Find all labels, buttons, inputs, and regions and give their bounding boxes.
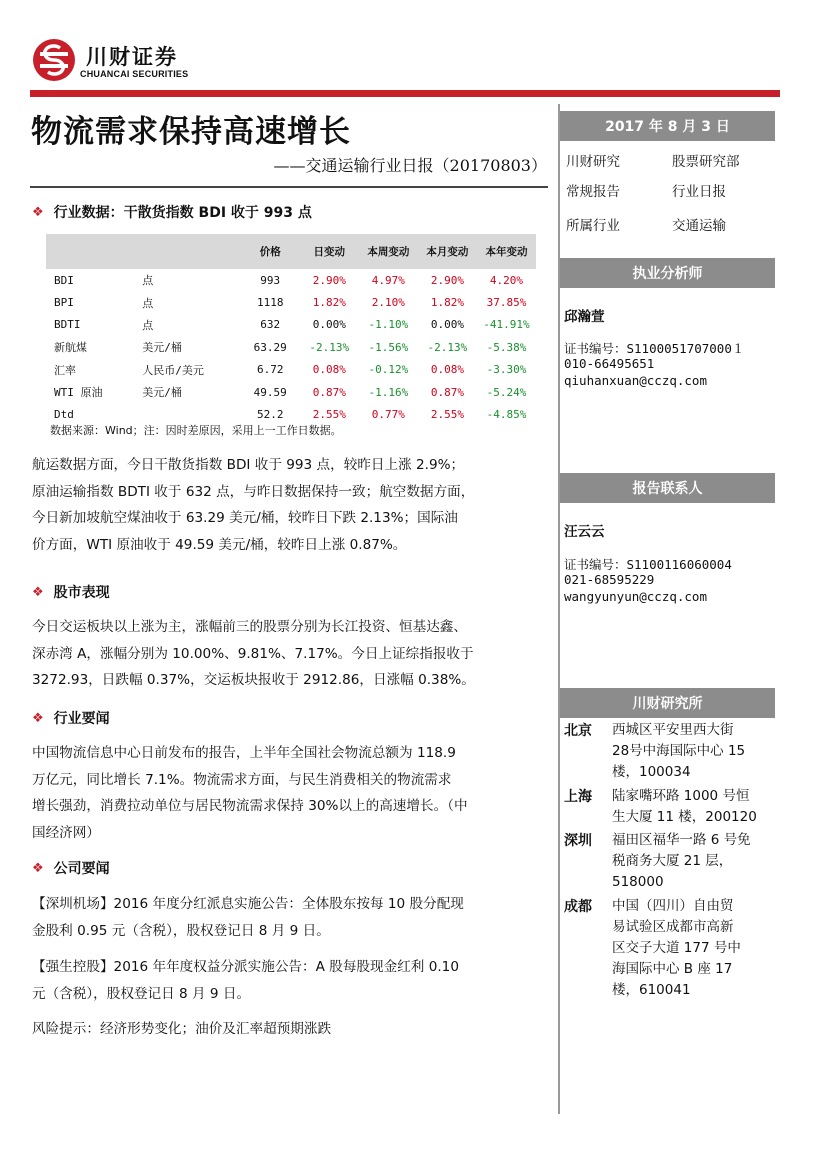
contact-section-title: 报告联系人 (560, 473, 775, 503)
table-cell-week: -1.10% (368, 318, 409, 332)
table-cell-year: -4.85% (486, 408, 527, 422)
info-label: 川财研究 (566, 154, 620, 170)
address-line: 区交子大道 177 号中 (612, 940, 741, 956)
section-company-news (32, 858, 110, 878)
section-title: 行业数据：干散货指数 BDI 收于 993 点 (53, 205, 312, 221)
contact-phone: 021-68595229 (564, 572, 655, 587)
address-line: 中国（四川）自由贸 (612, 898, 734, 914)
table-cell-unit: 点 (142, 274, 154, 288)
table-source-note: 数据来源：Wind；注：因时差原因，采用上一工作日数据。 (50, 424, 342, 437)
table-cell-name: 汇率 (54, 363, 76, 377)
table-cell-week: 2.10% (371, 296, 405, 310)
table-cell-year: -5.24% (486, 385, 527, 399)
contact-email: wangyunyun@cczq.com (564, 589, 707, 604)
address-line: 海国际中心 B 座 17 (612, 961, 733, 977)
text-line: 【深圳机场】2016 年度分红派息实施公告：全体股东按每 10 股分配现 (32, 896, 464, 912)
analyst-cert: 证书编号：S1100051707000１ (564, 341, 745, 356)
table-cell-day: 0.87% (312, 385, 346, 399)
office-city: 深圳 (564, 833, 592, 849)
brand-name-cn: 川财证券 (86, 45, 178, 69)
table-header-row (46, 234, 536, 269)
table-row (46, 269, 536, 291)
text-line: 金股利 0.95 元（含税），股权登记日 8 月 9 日。 (32, 922, 330, 939)
table-cell-price: 632 (260, 318, 281, 332)
paragraph-stock (32, 614, 544, 694)
table-cell-year: 4.20% (489, 273, 524, 287)
table-cell-unit: 点 (142, 318, 154, 332)
table-header-cell: 价格 (241, 234, 300, 269)
table-cell-day: -2.13% (309, 340, 350, 354)
table-cell-name: Dtd (54, 408, 74, 422)
text-line: 万亿元，同比增长 7.1%。物流需求方面，与民生消费相关的物流需求 (32, 771, 452, 788)
table-cell-unit: 点 (142, 296, 154, 310)
info-value: 交通运输 (672, 218, 726, 234)
office-city: 上海 (564, 789, 592, 805)
report-title: 物流需求保持高速增长 (31, 114, 351, 150)
paragraph-shipping (32, 452, 544, 558)
table-cell-year: -3.30% (486, 363, 527, 377)
paragraph-company-2 (32, 954, 544, 1007)
diamond-bullet-icon: ❖ (32, 710, 44, 726)
address-line: 西城区平安里西大街 (612, 722, 734, 738)
table-cell-price: 49.59 (253, 385, 287, 399)
table-row (46, 336, 536, 358)
info-label: 所属行业 (566, 218, 620, 234)
brand-name-en: CHUANCAI SECURITIES (80, 69, 189, 79)
table-header-cell (142, 234, 240, 269)
table-header-cell: 本年变动 (477, 234, 536, 269)
info-label: 常规报告 (566, 184, 620, 200)
report-subtitle: ——交通运输行业日报（20170803） (273, 156, 547, 175)
info-value: 行业日报 (672, 184, 726, 200)
table-cell-unit: 人民币/美元 (142, 363, 204, 377)
table-cell-name: BPI (54, 296, 74, 310)
table-cell-name: 新航煤 (54, 341, 87, 355)
table-header-cell: 本周变动 (359, 234, 418, 269)
table-header-cell (46, 234, 142, 269)
table-cell-month: 0.08% (430, 363, 464, 377)
table-cell-day: 2.90% (312, 273, 346, 287)
table-cell-year: -41.91% (483, 318, 530, 332)
address-line: 易试验区成都市高新 (612, 919, 734, 935)
office-address (612, 720, 770, 783)
institute-section-title: 川财研究所 (560, 688, 775, 718)
table-cell-price: 993 (260, 273, 281, 287)
diamond-bullet-icon: ❖ (32, 204, 44, 220)
text-line: 国经济网） (32, 824, 100, 841)
header-divider (30, 90, 780, 97)
paragraph-news (32, 740, 544, 846)
text-line: 价方面，WTI 原油收于 49.59 美元/桶，较昨日上涨 0.87%。 (32, 536, 407, 553)
table-row (46, 359, 536, 381)
risk-warning: 风险提示：经济形势变化；油价及汇率超预期涨跌 (32, 1021, 332, 1037)
address-line: 518000 (612, 874, 664, 890)
table-cell-month: 0.00% (430, 318, 464, 332)
office-address (612, 830, 770, 893)
table-header-cell: 日变动 (300, 234, 359, 269)
table-cell-month: 1.82% (430, 296, 464, 310)
table-cell-day: 0.08% (312, 363, 346, 377)
table-cell-price: 52.2 (256, 408, 284, 422)
table-cell-day: 1.82% (312, 296, 346, 310)
table-cell-week: 0.77% (371, 408, 405, 422)
address-line: 楼，100034 (612, 764, 691, 780)
report-date: 2017 年 8 月 3 日 (560, 111, 775, 141)
address-line: 楼，610041 (612, 982, 691, 998)
text-line: 原油运输指数 BDTI 收于 632 点，与昨日数据保持一致；航空数据方面， (32, 483, 475, 500)
text-line: 今日新加坡航空煤油收于 63.29 美元/桶，较昨日下跌 2.13%；国际油 (32, 510, 458, 526)
address-line: 陆家嘴环路 1000 号恒 (612, 788, 750, 804)
table-cell-week: -1.56% (368, 340, 409, 354)
section-title: 行业要闻 (53, 711, 110, 727)
table-cell-year: 37.85% (486, 296, 527, 310)
analyst-email: qiuhanxuan@cczq.com (564, 373, 707, 388)
paragraph-company-1 (32, 891, 544, 944)
title-divider (30, 186, 548, 188)
table-cell-month: 2.90% (430, 273, 464, 287)
address-line: 税商务大厦 21 层， (612, 853, 733, 869)
table-cell-price: 6.72 (256, 363, 284, 377)
text-line: 中国物流信息中心日前发布的报告，上半年全国社会物流总额为 118.9 (32, 745, 456, 761)
section-industry-news (32, 708, 110, 728)
table-header-cell: 本月变动 (418, 234, 477, 269)
diamond-bullet-icon: ❖ (32, 584, 44, 600)
table-cell-unit: 美元/桶 (142, 386, 182, 400)
analyst-name: 邱瀚萱 (564, 309, 605, 325)
office-city: 成都 (564, 899, 592, 915)
table-cell-week: 4.97% (371, 273, 405, 287)
table-cell-day: 0.00% (312, 318, 346, 332)
table-cell-day: 2.55% (312, 408, 346, 422)
table-row (46, 381, 536, 403)
table-cell-month: -2.13% (427, 340, 468, 354)
text-line: 增长强劲，消费拉动单位与居民物流需求保持 30%以上的高速增长。（中 (32, 798, 468, 814)
office-address (612, 896, 770, 1001)
text-line: 深赤湾 A，涨幅分别为 10.00%、9.81%、7.17%。今日上证综指报收于 (32, 645, 474, 662)
table-cell-month: 0.87% (430, 385, 464, 399)
text-line: 元（含税），股权登记日 8 月 9 日。 (32, 985, 251, 1002)
table-row (46, 314, 536, 336)
contact-name: 汪云云 (564, 524, 605, 540)
text-line: 今日交运板块以上涨为主，涨幅前三的股票分别为长江投资、恒基达鑫、 (32, 619, 467, 635)
section-industry-data (32, 202, 312, 222)
table-cell-unit: 美元/桶 (142, 341, 182, 355)
table-cell-year: -5.38% (486, 340, 527, 354)
text-line: 3272.93，日跌幅 0.37%，交运板块报收于 2912.86，日涨幅 0.38%。 (32, 672, 475, 688)
office-city: 北京 (564, 723, 592, 739)
table-cell-price: 63.29 (253, 340, 287, 354)
address-line: 生大厦 11 楼，200120 (612, 809, 757, 825)
table-cell-week: -1.16% (368, 385, 409, 399)
market-data-table (46, 234, 536, 426)
analyst-section-title: 执业分析师 (560, 258, 775, 288)
section-title: 公司要闻 (53, 861, 110, 877)
table-cell-name: BDTI (54, 318, 81, 332)
address-line: 28号中海国际中心 15 (612, 743, 746, 759)
section-stock-market (32, 582, 110, 602)
diamond-bullet-icon: ❖ (32, 860, 44, 876)
section-title: 股市表现 (53, 585, 110, 601)
table-cell-week: -0.12% (368, 363, 409, 377)
contact-cert: 证书编号：S1100116060004 (564, 557, 732, 572)
table-cell-name: BDI (54, 273, 74, 287)
brand-logo-icon (32, 38, 76, 82)
address-line: 福田区福华一路 6 号免 (612, 832, 751, 848)
table-cell-month: 2.55% (430, 408, 464, 422)
info-value: 股票研究部 (672, 154, 740, 170)
text-line: 【强生控股】2016 年年度权益分派实施公告：A 股每股现金红利 0.10 (32, 959, 459, 975)
sidebar-divider (558, 104, 560, 1114)
analyst-phone: 010-66495651 (564, 356, 655, 371)
office-address (612, 786, 770, 828)
table-row (46, 291, 536, 313)
table-cell-price: 1118 (256, 296, 284, 310)
table-cell-name: WTI 原油 (54, 386, 103, 400)
text-line: 航运数据方面，今日干散货指数 BDI 收于 993 点，较昨日上涨 2.9%； (32, 457, 465, 473)
